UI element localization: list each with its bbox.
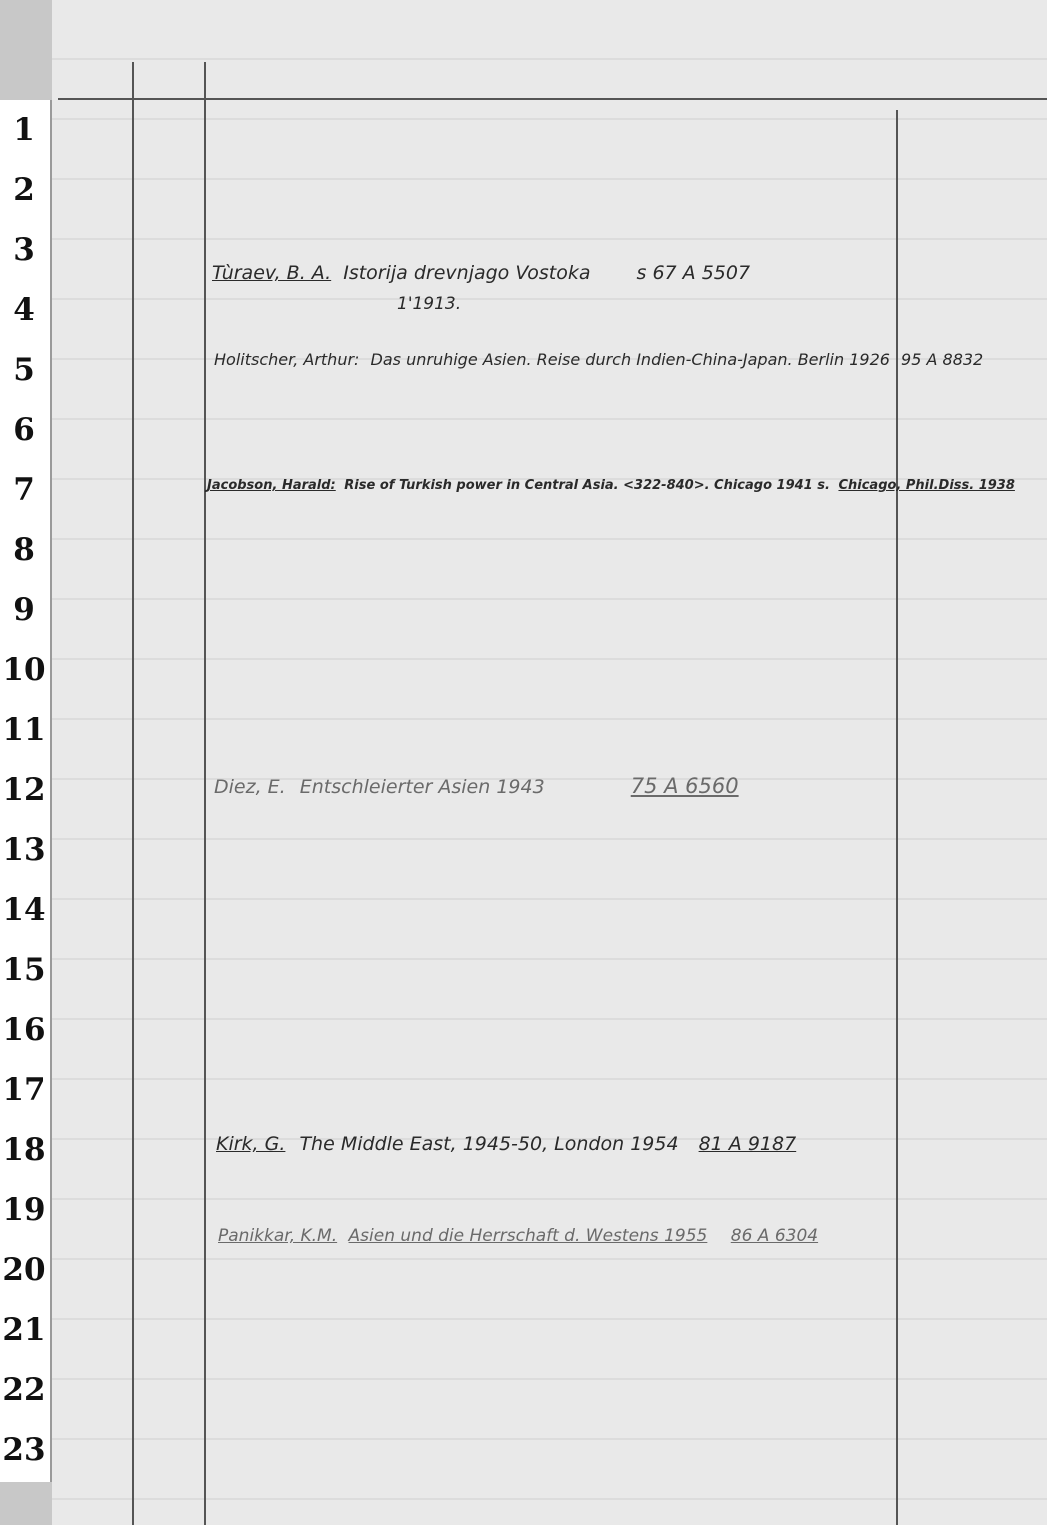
entry-author: Panikkar, K.M. — [218, 1226, 338, 1246]
line-number: 1 — [13, 112, 35, 148]
line-number: 4 — [13, 292, 35, 328]
line-number: 7 — [13, 472, 35, 508]
line-number: 6 — [13, 412, 35, 448]
line-number: 16 — [2, 1012, 46, 1048]
line-number: 13 — [2, 832, 46, 868]
line-number: 21 — [2, 1312, 46, 1348]
line-number: 10 — [2, 652, 46, 688]
entry-ref: 86 A 6304 — [730, 1226, 819, 1246]
entry-title: Das unruhige Asien. Reise durch Indien-China-Japan. Berlin 1926 — [370, 350, 890, 369]
entry-author: Diez, E. — [214, 776, 286, 798]
entry-title: Istorija drevnjago Vostoka — [343, 262, 591, 284]
entry-panikkar — [218, 1226, 818, 1246]
ledger-page — [52, 0, 1047, 1525]
column-rule-2 — [204, 62, 206, 1525]
entry-ref: s 67 A 5507 — [636, 262, 751, 284]
line-number: 22 — [2, 1372, 46, 1408]
line-number: 12 — [2, 772, 46, 808]
entry-title: Rise of Turkish power in Central Asia. <322-840>. Chicago 1941 s. — [344, 478, 830, 493]
line-number: 19 — [2, 1192, 46, 1228]
entry-turaev-sub — [397, 294, 461, 314]
entry-title: Entschleierter Asien 1943 — [299, 776, 545, 798]
top-margin-strip — [0, 0, 56, 100]
entry-ref: 95 A 8832 — [901, 350, 984, 369]
entry-author: Holitscher, Arthur: — [214, 350, 360, 369]
entry-title: Asien und die Herrschaft d. Westens 1955 — [348, 1226, 708, 1246]
entry-kirk — [216, 1133, 796, 1155]
entry-author: Jacobson, Harald: — [207, 478, 336, 493]
entry-ref: 75 A 6560 — [630, 774, 739, 798]
entry-turaev — [212, 262, 750, 284]
column-rule-1 — [132, 62, 134, 1525]
line-number: 11 — [2, 712, 46, 748]
entry-sub: 1'1913. — [397, 294, 462, 314]
bottom-margin-strip — [0, 1482, 56, 1525]
column-rule-3 — [896, 110, 898, 1525]
entry-author: Kirk, G. — [216, 1133, 286, 1155]
line-number: 23 — [2, 1432, 46, 1468]
line-number: 2 — [13, 172, 35, 208]
entry-holitscher — [214, 350, 983, 369]
line-number: 3 — [13, 232, 35, 268]
line-number: 14 — [2, 892, 46, 928]
header-rule — [58, 98, 1047, 100]
entry-author: Tùraev, B. A. — [212, 262, 332, 284]
entry-jacobson — [207, 478, 1015, 493]
entry-ref: 81 A 9187 — [698, 1133, 797, 1155]
entry-title: The Middle East, 1945-50, London 1954 — [299, 1133, 679, 1155]
line-number: 5 — [13, 352, 35, 388]
line-number: 18 — [2, 1132, 46, 1168]
line-number: 20 — [2, 1252, 46, 1288]
line-number: 15 — [2, 952, 46, 988]
line-number: 9 — [13, 592, 35, 628]
line-number: 17 — [2, 1072, 46, 1108]
entry-ref: Chicago, Phil.Diss. 1938 — [838, 478, 1015, 493]
line-number-column — [0, 100, 52, 1482]
entry-diez — [214, 774, 739, 798]
line-number: 8 — [13, 532, 35, 568]
